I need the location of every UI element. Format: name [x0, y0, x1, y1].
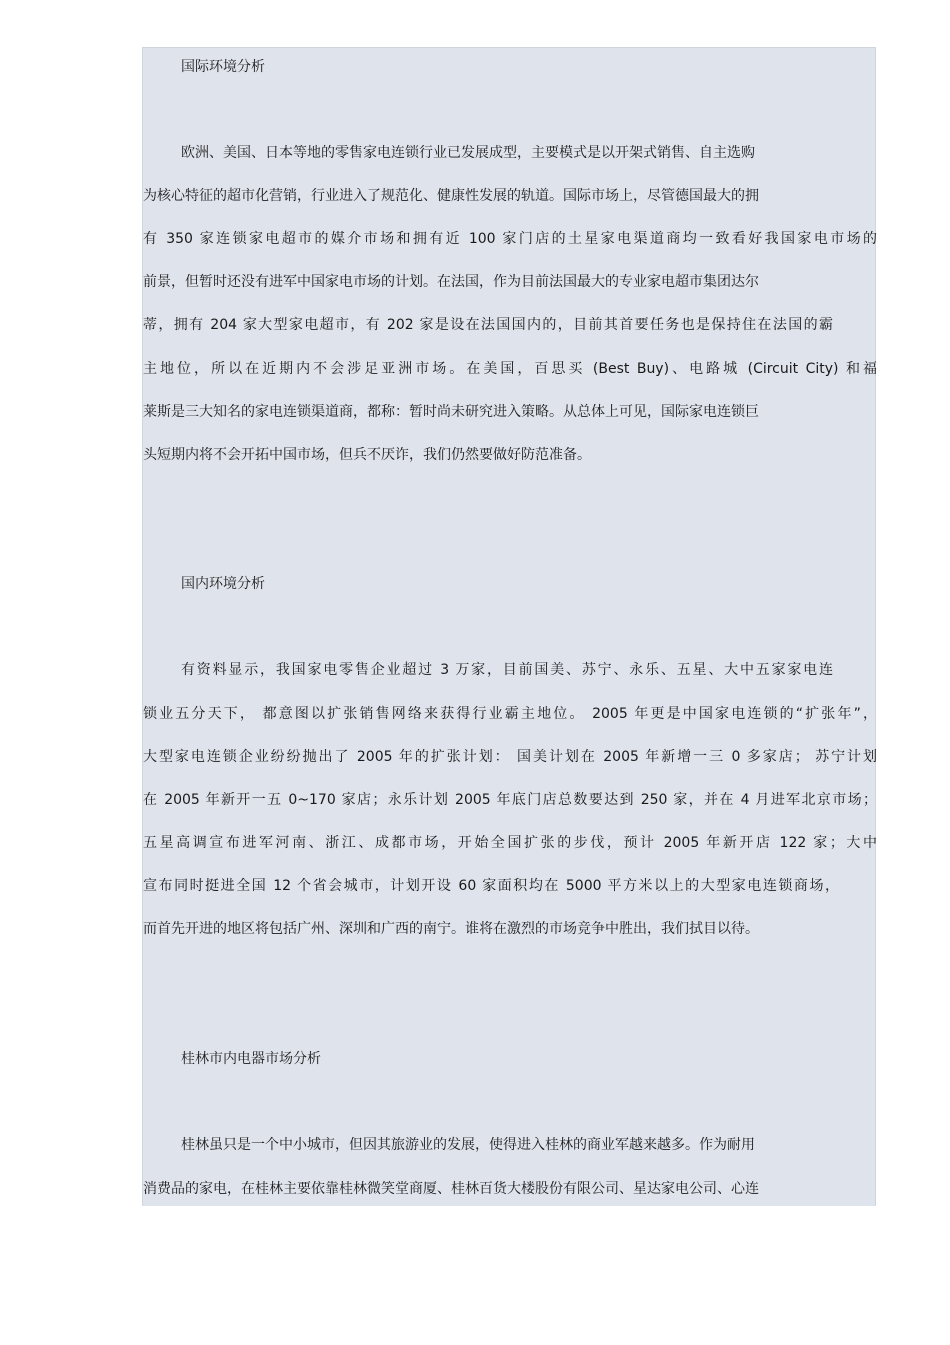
paragraph-line: 有资料显示，我国家电零售企业超过 3 万家，目前国美、苏宁、永乐、五星、大中五家家电连 — [181, 662, 833, 678]
section-heading-domestic: 国内环境分析 — [181, 576, 265, 592]
paragraph-line: 头短期内将不会开拓中国市场，但兵不厌诈，我们仍然要做好防范准备。 — [143, 447, 591, 463]
paragraph-line: 桂林虽只是一个中小城市，但因其旅游业的发展，使得进入桂林的商业军越来越多。作为耐用 — [181, 1137, 755, 1153]
paragraph-line: 五星高调宣布进军河南、浙江、成都市场，开始全国扩张的步伐，预计 2005 年新开店 122 家；大中 — [143, 835, 877, 851]
paragraph-line: 锁业五分天下， 都意图以扩张销售网络来获得行业霸主地位。 2005 年更是中国家电连锁的“扩张年”， — [143, 706, 877, 722]
paragraph-line: 欧洲、美国、日本等地的零售家电连锁行业已发展成型，主要模式是以开架式销售、自主选购 — [181, 145, 755, 161]
paragraph-line: 在 2005 年新开一五 0~170 家店；永乐计划 2005 年底门店总数要达到 250 家，并在 4 月进军北京市场； — [143, 792, 877, 808]
document-page — [142, 47, 876, 1206]
paragraph-line: 为核心特征的超市化营销，行业进入了规范化、健康性发展的轨道。国际市场上，尽管德国最大的拥 — [143, 188, 759, 204]
paragraph-line: 蒂，拥有 204 家大型家电超市，有 202 家是设在法国国内的，目前其首要任务也是保持住在法国的霸 — [143, 317, 833, 333]
paragraph-line: 莱斯是三大知名的家电连锁渠道商，都称：暂时尚未研究进入策略。从总体上可见，国际家电连锁巨 — [143, 404, 759, 420]
section-heading-guilin: 桂林市内电器市场分析 — [181, 1051, 321, 1067]
paragraph-line: 大型家电连锁企业纷纷抛出了 2005 年的扩张计划： 国美计划在 2005 年新增一三 0 多家店； 苏宁计划 — [143, 749, 877, 765]
paragraph-line: 而首先开进的地区将包括广州、深圳和广西的南宁。谁将在激烈的市场竞争中胜出，我们拭目以待。 — [143, 921, 759, 937]
paragraph-line: 消费品的家电，在桂林主要依靠桂林微笑堂商厦、桂林百货大楼股份有限公司、星达家电公司、心连 — [143, 1181, 759, 1197]
paragraph-line: 主地位，所以在近期内不会涉足亚洲市场。在美国，百思买 (Best Buy)、电路城 (Circuit City) 和福 — [143, 361, 877, 377]
paragraph-line: 前景，但暂时还没有进军中国家电市场的计划。在法国，作为目前法国最大的专业家电超市集团达尔 — [143, 274, 759, 290]
paragraph-line: 宣布同时挺进全国 12 个省会城市，计划开设 60 家面积均在 5000 平方米以上的大型家电连锁商场， — [143, 878, 839, 894]
paragraph-line: 有 350 家连锁家电超市的媒介市场和拥有近 100 家门店的土星家电渠道商均一致看好我国家电市场的 — [143, 231, 877, 247]
section-heading-international: 国际环境分析 — [181, 59, 265, 75]
